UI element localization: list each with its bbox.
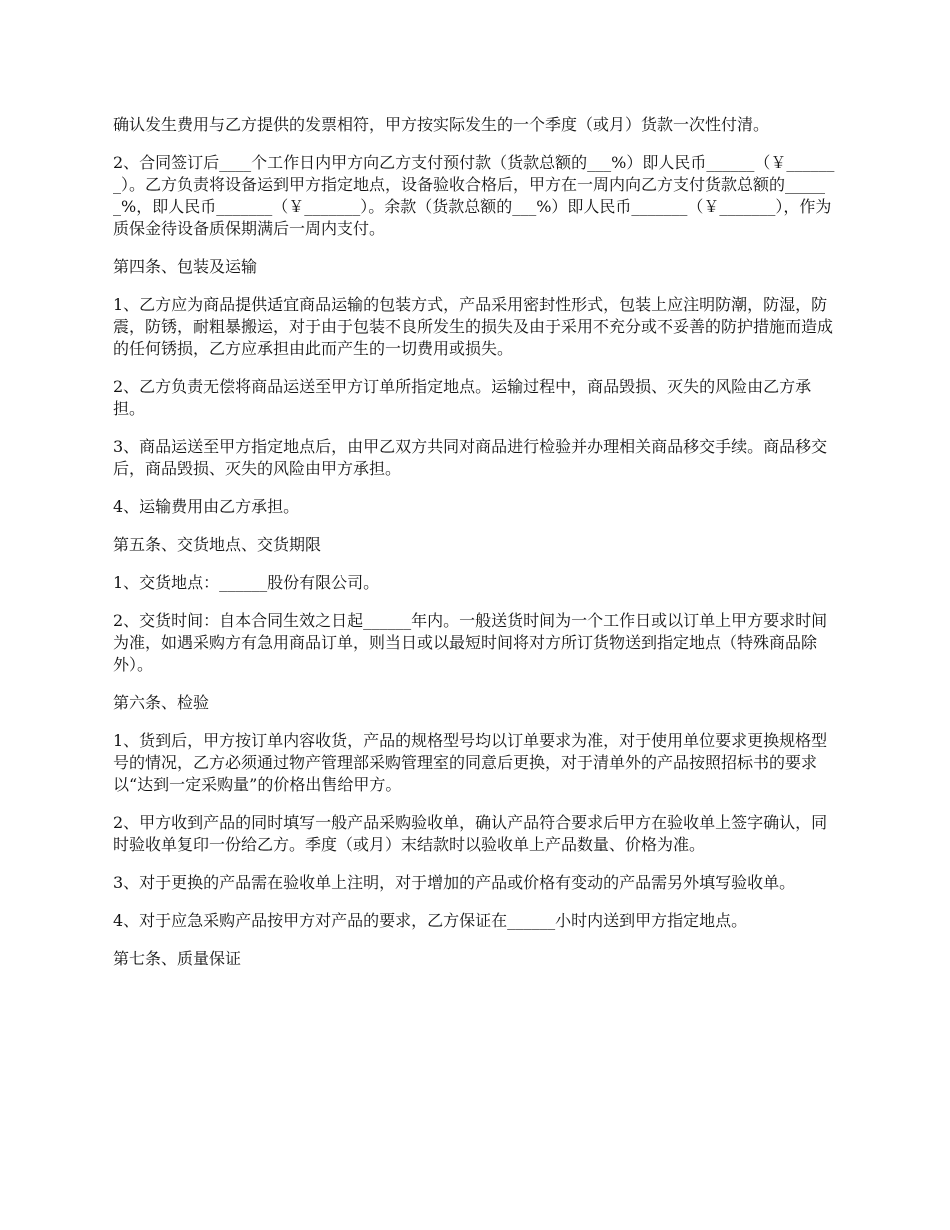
paragraph-inspection-1: 1、货到后，甲方按订单内容收货，产品的规格型号均以订单要求为准，对于使用单位要求更换规格型号的情况，乙方必须通过物产管理部采购管理室的同意后更换，对于清单外的产品按照招标书的要求以“达到一定采购量”的价格出售给甲方。 [113,731,828,794]
paragraph-inspection-3: 3、对于更换的产品需在验收单上注明，对于增加的产品或价格有变动的产品需另外填写验收单。 [113,873,796,892]
paragraph-inspection-4: 4、对于应急采购产品按甲方对产品的要求，乙方保证在______小时内送到甲方指定地点。 [113,911,748,930]
paragraph-payment-schedule: 2、合同签订后____个工作日内甲方向乙方支付预付款（货款总额的___%）即人民币______（￥_______）。乙方负责将设备运到甲方指定地点，设备验收合格后，甲方在一周内向乙方支付货款总额的______%，即人民币_______（￥_______）。余款（货款总额的___%）即人民币_______（￥_______），作为质保金待设备质保期满后一周内支付。 [113,153,835,238]
paragraph-delivery-1: 1、交货地点：______股份有限公司。 [113,573,380,592]
section-heading-delivery: 第五条、交货地点、交货期限 [113,535,322,554]
paragraph-packaging-3: 3、商品运送至甲方指定地点后，由甲乙双方共同对商品进行检验并办理相关商品移交手续。商品移交后，商品毁损、灭失的风险由甲方承担。 [113,437,828,478]
paragraph-packaging-2: 2、乙方负责无偿将商品运送至甲方订单所指定地点。运输过程中，商品毁损、灭失的风险由乙方承担。 [113,377,812,418]
document-body [113,114,843,986]
section-heading-packaging: 第四条、包装及运输 [113,257,258,276]
paragraph-inspection-2: 2、甲方收到产品的同时填写一般产品采购验收单，确认产品符合要求后甲方在验收单上签字确认，同时验收单复印一份给乙方。季度（或月）末结款时以验收单上产品数量、价格为准。 [113,813,828,854]
section-heading-quality: 第七条、质量保证 [113,949,242,968]
section-heading-inspection: 第六条、检验 [113,693,210,712]
paragraph-payment-continued: 确认发生费用与乙方提供的发票相符，甲方按实际发生的一个季度（或月）货款一次性付清。 [113,115,770,134]
paragraph-delivery-2: 2、交货时间：自本合同生效之日起______年内。一般送货时间为一个工作日或以订单上甲方要求时间为准，如遇采购方有急用商品订单，则当日或以最短时间将对方所订货物送到指定地点（特殊商品除外）。 [113,611,828,674]
paragraph-packaging-4: 4、运输费用由乙方承担。 [113,497,300,516]
paragraph-packaging-1: 1、乙方应为商品提供适宜商品运输的包装方式，产品采用密封性形式，包装上应注明防潮，防湿，防震，防锈，耐粗暴搬运，对于由于包装不良所发生的损失及由于采用不充分或不妥善的防护措施而造成的任何锈损，乙方应承担由此而产生的一切费用或损失。 [113,295,834,358]
